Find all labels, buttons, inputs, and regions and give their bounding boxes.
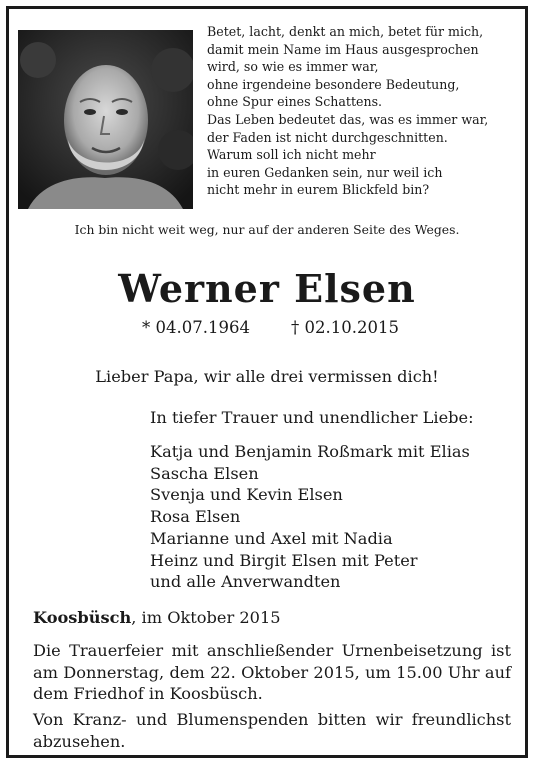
- motto: Ich bin nicht weit weg, nur auf der anderen Seite des Weges.: [74, 222, 460, 237]
- obituary-frame: [6, 6, 528, 758]
- place-town: Koosbüsch: [33, 608, 132, 627]
- poem-line: in euren Gedanken sein, nur weil ich: [207, 164, 443, 180]
- portrait-photo: [18, 30, 193, 209]
- poem-line: Warum soll ich nicht mehr: [207, 147, 376, 163]
- mourner-entry: Katja und Benjamin Roßmark mit Elias: [150, 442, 470, 461]
- place-date-line: [33, 608, 281, 627]
- mourner-entry: Rosa Elsen: [150, 507, 241, 527]
- mourner-entry: Sascha Elsen: [150, 463, 259, 483]
- poem-line: Das Leben bedeutet das, was es immer war,: [207, 111, 489, 127]
- funeral-info: Die Trauerfeier mit anschließender Urnenbeisetzung ist am Donnerstag, dem 22. Oktober 2015, um 15.00 Uhr auf dem Friedhof in Koosbüsch.: [33, 641, 511, 703]
- flowers-note: Von Kranz- und Blumenspenden bitten wir freundlichst abzusehen.: [33, 710, 511, 751]
- poem: [207, 23, 517, 199]
- poem-line: wird, so wie es immer war,: [207, 59, 379, 75]
- family-message: Lieber Papa, wir alle drei vermissen dich!: [95, 367, 439, 386]
- mourner-entry: Svenja und Kevin Elsen: [150, 485, 343, 505]
- poem-line: ohne irgendeine besondere Bedeutung,: [207, 76, 460, 92]
- place-date: , im Oktober 2015: [131, 608, 281, 627]
- birth-date: * 04.07.1964: [142, 318, 250, 337]
- death-date: † 02.10.2015: [291, 318, 399, 337]
- mourners-intro: In tiefer Trauer und unendlicher Liebe:: [150, 408, 474, 427]
- poem-line: ohne Spur eines Schattens.: [207, 94, 383, 110]
- poem-line: damit mein Name im Haus ausgesprochen: [207, 41, 479, 57]
- poem-line: nicht mehr in eurem Blickfeld bin?: [207, 182, 430, 198]
- mourner-entry: Marianne und Axel mit Nadia: [150, 528, 393, 548]
- mourner-entry: und alle Anverwandten: [150, 572, 341, 592]
- poem-line: der Faden ist nicht durchgeschnitten.: [207, 129, 448, 145]
- mourners-list: [150, 407, 520, 593]
- poem-line: Betet, lacht, denkt an mich, betet für mich,: [207, 24, 484, 39]
- portrait-image: [18, 30, 193, 209]
- deceased-name: Werner Elsen: [118, 266, 416, 311]
- mourner-entry: Heinz und Birgit Elsen mit Peter: [150, 550, 418, 570]
